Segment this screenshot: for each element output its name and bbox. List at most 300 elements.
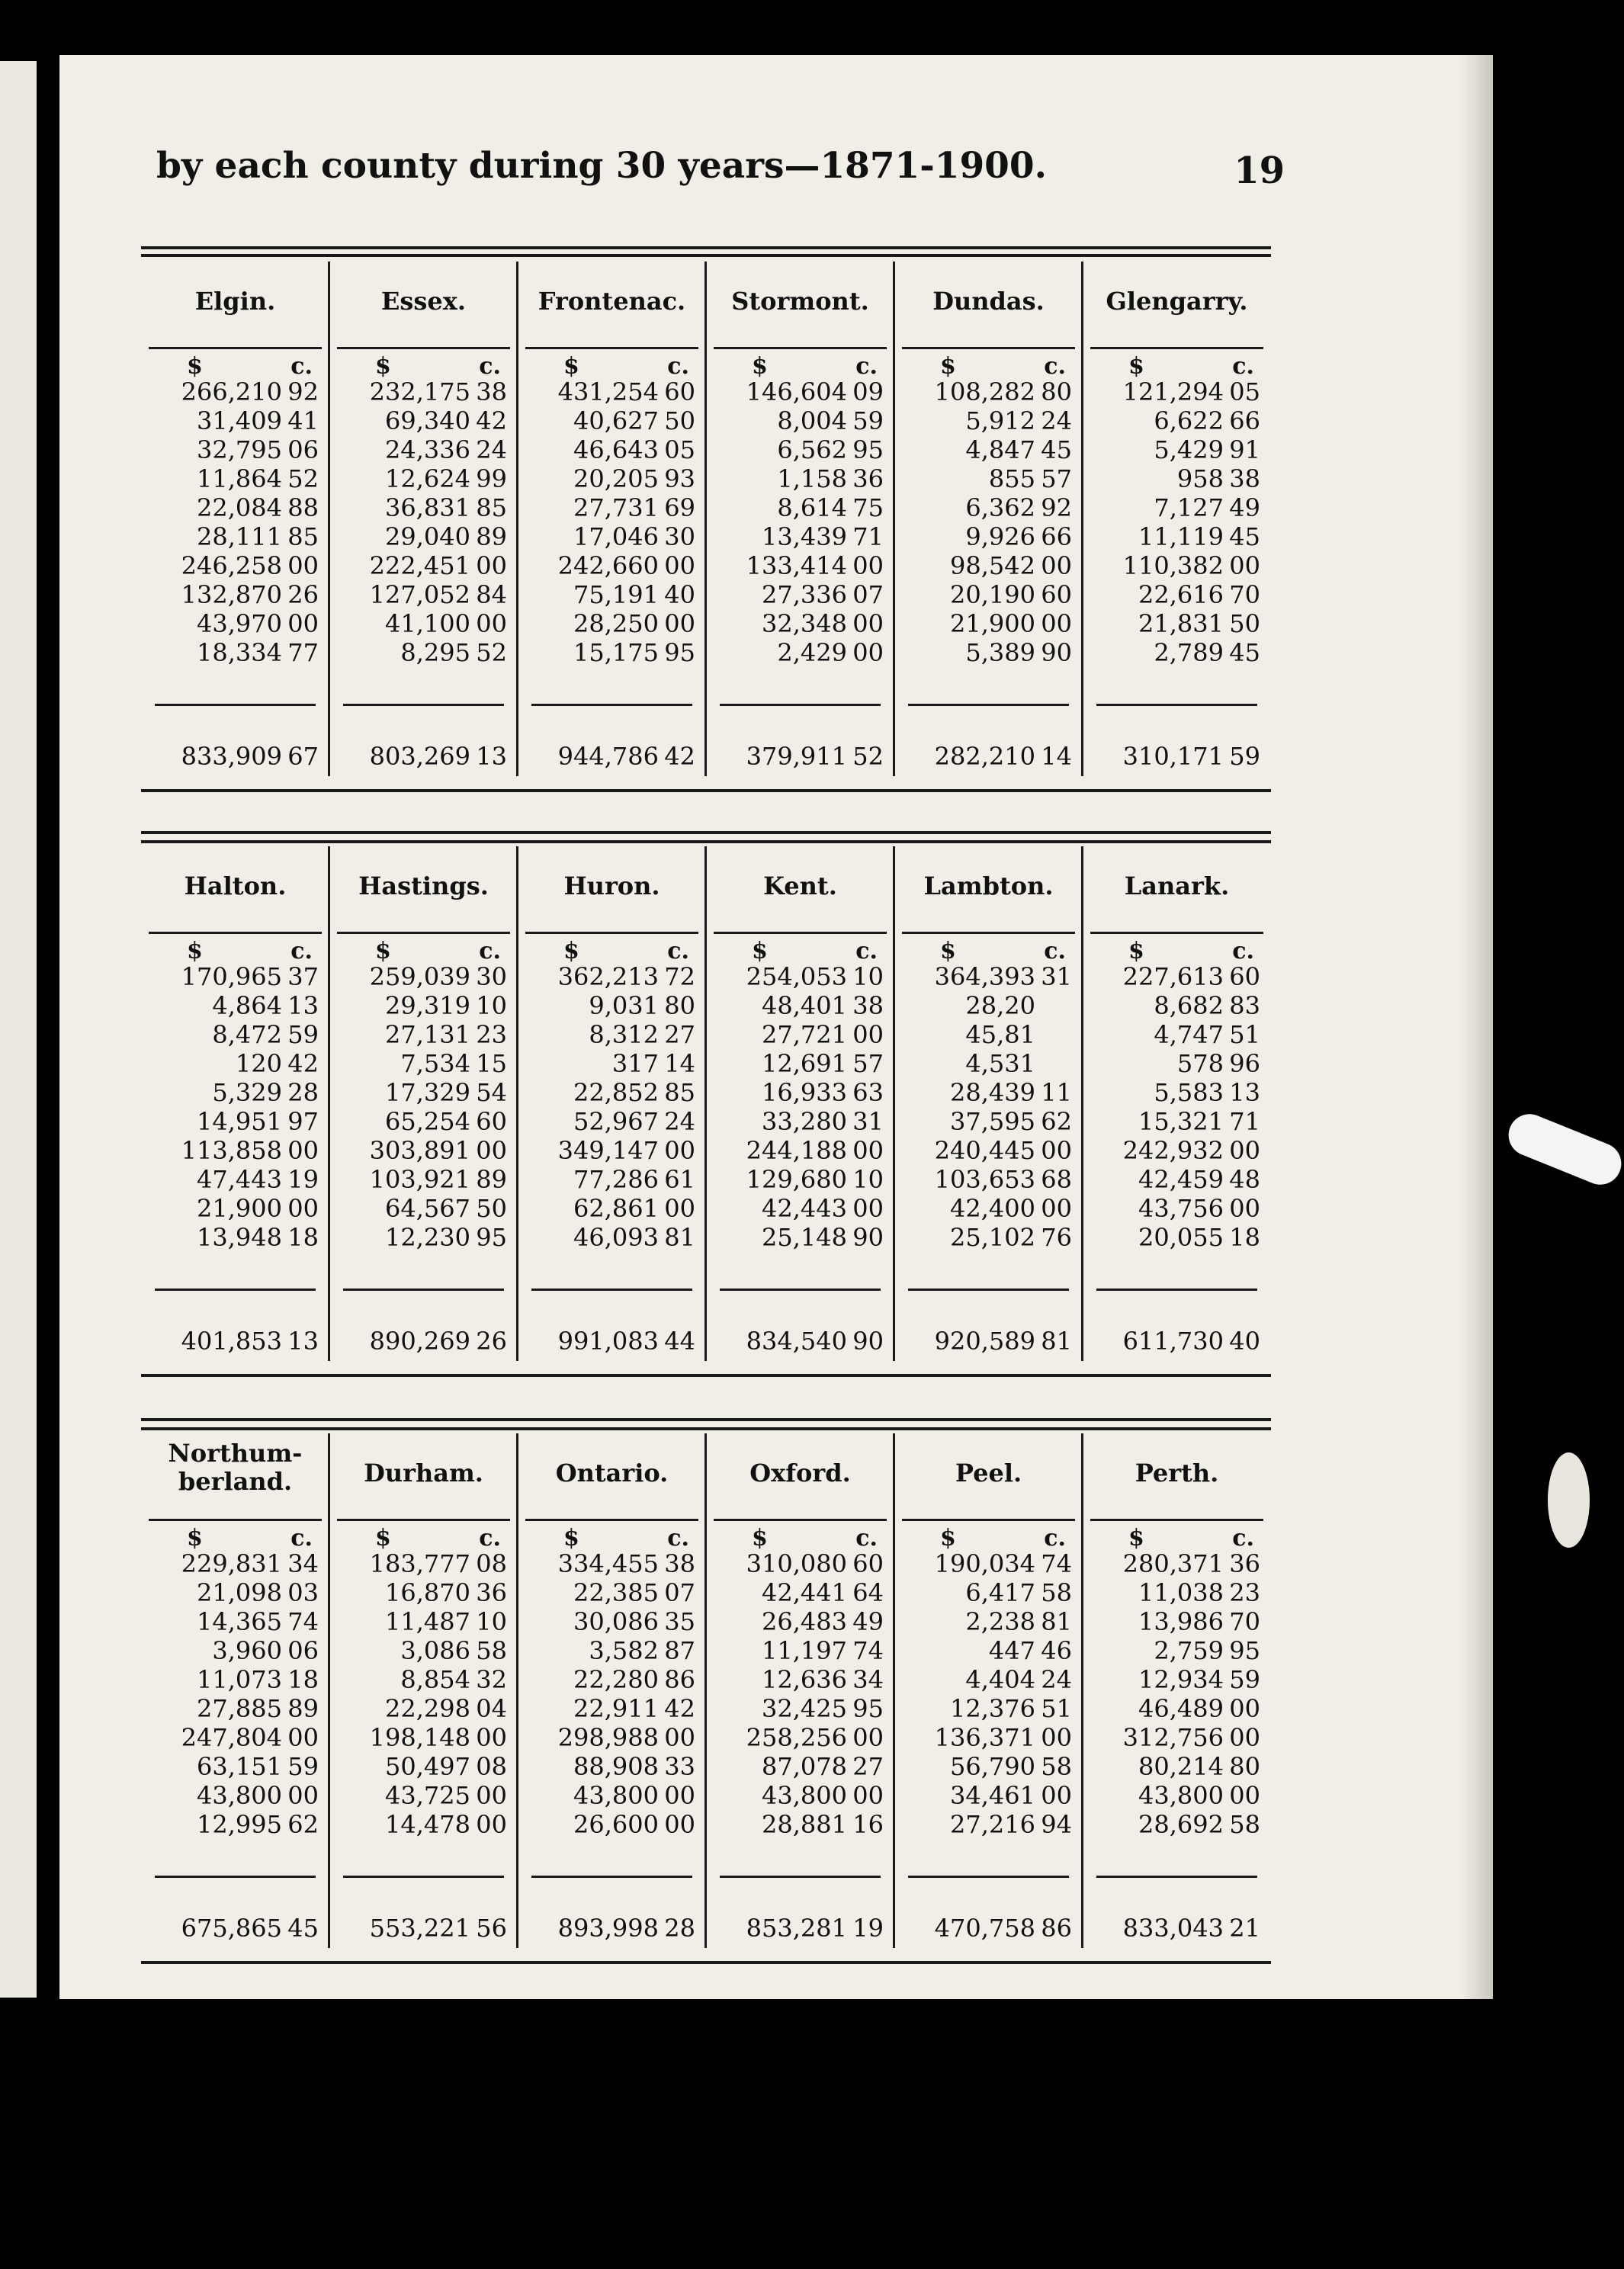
cents-amount: 38 [852, 991, 884, 1020]
table-row [518, 1636, 706, 1665]
county-total [894, 1914, 1083, 1944]
table-row [141, 464, 329, 493]
cents-amount: 32 [476, 1665, 507, 1694]
table-row [1083, 962, 1271, 991]
cents-amount: 52 [287, 464, 319, 493]
dollar-label: $ [1128, 353, 1144, 380]
dollar-amount: 27,336 [762, 580, 847, 609]
cents-label: c. [855, 938, 878, 964]
table-row [706, 638, 894, 667]
cents-amount: 97 [287, 1107, 319, 1136]
cents-amount: 19 [287, 1165, 319, 1194]
dollar-amount: 17,329 [385, 1078, 470, 1107]
dollar-amount: 7,534 [400, 1049, 470, 1078]
dollar-amount: 132,870 [181, 580, 282, 609]
dollar-amount: 146,604 [746, 377, 847, 406]
cents-amount: 11 [1041, 1078, 1072, 1107]
table-row [518, 1549, 706, 1578]
dollar-amount: 227,613 [1122, 962, 1224, 991]
county-column [329, 1433, 518, 1982]
unit-header [706, 353, 894, 380]
cents-amount: 89 [476, 1165, 507, 1194]
dollar-amount: 2,429 [777, 638, 847, 667]
cents-amount: 54 [476, 1078, 507, 1107]
unit-header [706, 938, 894, 965]
county-name-rule [1090, 932, 1263, 934]
county-name-rule [902, 1519, 1075, 1521]
dollar-label: $ [1128, 938, 1144, 964]
dollar-amount: 280,371 [1122, 1549, 1224, 1578]
dollar-amount: 26,483 [762, 1607, 847, 1636]
cents-amount: 18 [287, 1223, 319, 1252]
county-column [706, 1433, 894, 1982]
dollar-amount: 43,800 [197, 1781, 282, 1810]
total-rule [908, 704, 1069, 706]
dollar-amount: 46,093 [573, 1223, 659, 1252]
cents-amount: 72 [664, 962, 695, 991]
county-name: Ontario. [555, 1459, 669, 1488]
table-row [329, 1194, 518, 1223]
cents-amount: 30 [664, 522, 695, 551]
county-name: Durham. [364, 1459, 483, 1488]
dollar-amount: 17,046 [573, 522, 659, 551]
table-row [329, 1752, 518, 1781]
cents-amount: 59 [852, 406, 884, 435]
dollar-amount: 12,230 [385, 1223, 470, 1252]
county-column [894, 1433, 1083, 1982]
cents-label: c. [667, 353, 689, 380]
table-row [329, 1165, 518, 1194]
table-row [894, 1549, 1083, 1578]
cents-amount: 80 [1041, 377, 1072, 406]
dollar-amount: 43,800 [762, 1781, 847, 1810]
amount-rows [706, 962, 894, 1252]
dollar-amount: 13,948 [197, 1223, 282, 1252]
county-name: Frontenac. [538, 287, 686, 316]
dollar-amount: 120 [235, 1049, 282, 1078]
dollar-amount: 12,376 [950, 1694, 1035, 1723]
dollar-amount: 2,789 [1154, 638, 1224, 667]
cents-amount: 63 [852, 1078, 884, 1107]
table-row [894, 991, 1083, 1020]
dollar-label: $ [375, 353, 391, 380]
table-row [706, 406, 894, 435]
table-row [329, 1107, 518, 1136]
cents-amount: 45 [1229, 638, 1260, 667]
table-row [894, 962, 1083, 991]
dollar-amount: 14,478 [385, 1810, 470, 1839]
dollar-amount: 20,190 [950, 580, 1035, 609]
dollar-amount: 28,692 [1138, 1810, 1224, 1839]
page-number: 19 [1234, 149, 1285, 192]
table-row [329, 1049, 518, 1078]
cents-amount: 66 [1229, 406, 1260, 435]
cents-label: c. [855, 1525, 878, 1552]
dollar-amount: 43,756 [1138, 1194, 1224, 1223]
cents-amount: 00 [476, 1810, 507, 1839]
county-column [141, 262, 329, 810]
total-cents-amount: 14 [1041, 742, 1072, 771]
table-row [518, 1165, 706, 1194]
dollar-amount: 6,622 [1154, 406, 1224, 435]
dollar-amount: 4,864 [212, 991, 282, 1020]
dollar-amount: 247,804 [181, 1723, 282, 1752]
table-row [518, 962, 706, 991]
table-row [329, 377, 518, 406]
table-row [141, 522, 329, 551]
cents-amount: 62 [287, 1810, 319, 1839]
dollar-amount: 69,340 [385, 406, 470, 435]
dollar-amount: 32,425 [762, 1694, 847, 1723]
county-name-rule [337, 347, 510, 349]
unit-header [894, 353, 1083, 380]
dollar-amount: 16,933 [762, 1078, 847, 1107]
table-row [894, 609, 1083, 638]
table-row [141, 1578, 329, 1607]
table-row [329, 435, 518, 464]
dollar-amount: 183,777 [369, 1549, 470, 1578]
cents-amount: 18 [287, 1665, 319, 1694]
table-row [1083, 1752, 1271, 1781]
unit-header [329, 353, 518, 380]
dollar-amount: 18,334 [197, 638, 282, 667]
county-name-rule [525, 932, 698, 934]
total-rule [720, 1289, 881, 1291]
cents-amount: 70 [1229, 1607, 1260, 1636]
county-total [518, 1327, 706, 1357]
unit-header [894, 938, 1083, 965]
dollar-amount: 27,885 [197, 1694, 282, 1723]
cents-label: c. [1044, 938, 1066, 964]
cents-label: c. [479, 1525, 501, 1552]
table-row [1083, 435, 1271, 464]
cents-amount: 95 [852, 1694, 884, 1723]
county-column [329, 262, 518, 810]
county-column [706, 846, 894, 1395]
table-row [141, 493, 329, 522]
cents-label: c. [667, 1525, 689, 1552]
table-row [329, 1636, 518, 1665]
table-row [329, 551, 518, 580]
table-row [329, 638, 518, 667]
amount-rows [1083, 377, 1271, 667]
cents-amount: 42 [476, 406, 507, 435]
county-name-rule [714, 932, 887, 934]
dollar-amount: 103,653 [934, 1165, 1035, 1194]
table-row [894, 1194, 1083, 1223]
table-row [518, 638, 706, 667]
table-row [518, 1136, 706, 1165]
table-row [894, 638, 1083, 667]
table-row [329, 464, 518, 493]
cents-amount: 00 [1229, 551, 1260, 580]
dollar-amount: 266,210 [181, 377, 282, 406]
cents-amount: 33 [664, 1752, 695, 1781]
dollar-amount: 8,472 [212, 1020, 282, 1049]
table-row [329, 1665, 518, 1694]
dollar-amount: 42,459 [1138, 1165, 1224, 1194]
table-row [518, 1578, 706, 1607]
table-row [706, 1607, 894, 1636]
cents-amount: 05 [664, 435, 695, 464]
dollar-amount: 32,348 [762, 609, 847, 638]
cents-amount: 46 [1041, 1636, 1072, 1665]
total-cents-amount: 40 [1229, 1327, 1260, 1356]
table-row [706, 1223, 894, 1252]
cents-amount: 07 [852, 580, 884, 609]
dollar-amount: 9,031 [589, 991, 659, 1020]
cents-amount: 58 [1041, 1578, 1072, 1607]
dollar-amount: 16,870 [385, 1578, 470, 1607]
dollar-amount: 22,616 [1138, 580, 1224, 609]
county-name: Kent. [763, 871, 837, 900]
table-row [1083, 522, 1271, 551]
dollar-amount: 13,439 [762, 522, 847, 551]
total-cents-amount: 52 [852, 742, 884, 771]
cents-amount: 36 [476, 1578, 507, 1607]
county-total [329, 1914, 518, 1944]
dollar-amount: 3,960 [212, 1636, 282, 1665]
total-dollar-amount: 833,043 [1122, 1914, 1224, 1943]
county-name: Stormont. [731, 287, 869, 316]
column-divider [704, 846, 707, 1361]
scan-glare [1502, 1108, 1624, 1191]
dollar-amount: 244,188 [746, 1136, 847, 1165]
dollar-amount: 24,336 [385, 435, 470, 464]
cents-label: c. [1232, 938, 1254, 964]
cents-amount: 00 [287, 1781, 319, 1810]
county-total [518, 742, 706, 772]
table-row [329, 1694, 518, 1723]
dollar-amount: 40,627 [573, 406, 659, 435]
total-dollar-amount: 893,998 [557, 1914, 659, 1943]
table-row [1083, 464, 1271, 493]
table-row [706, 1078, 894, 1107]
total-dollar-amount: 890,269 [369, 1327, 470, 1356]
cents-amount: 00 [1041, 1781, 1072, 1810]
block-rule-top [141, 1418, 1271, 1421]
dollar-amount: 77,286 [573, 1165, 659, 1194]
column-divider [516, 846, 518, 1361]
dollar-amount: 42,400 [950, 1194, 1035, 1223]
cents-amount: 00 [664, 551, 695, 580]
county-name-rule [337, 932, 510, 934]
cents-label: c. [1044, 353, 1066, 380]
total-dollar-amount: 379,911 [746, 742, 847, 771]
table-row [894, 1607, 1083, 1636]
total-dollar-amount: 833,909 [181, 742, 282, 771]
table-row [1083, 1578, 1271, 1607]
total-cents-amount: 42 [664, 742, 695, 771]
table-row [141, 991, 329, 1020]
table-row [1083, 1223, 1271, 1252]
dollar-amount: 28,20 [965, 991, 1035, 1020]
cents-amount: 10 [852, 1165, 884, 1194]
total-rule [531, 704, 692, 706]
total-cents-amount: 45 [287, 1914, 319, 1943]
table-row [518, 464, 706, 493]
cents-amount: 59 [287, 1020, 319, 1049]
cents-amount: 08 [476, 1752, 507, 1781]
table-row [518, 1752, 706, 1781]
dollar-amount: 364,393 [934, 962, 1035, 991]
dollar-amount: 4,847 [965, 435, 1035, 464]
cents-amount: 00 [1041, 551, 1072, 580]
cents-amount: 58 [476, 1636, 507, 1665]
table-row [141, 1136, 329, 1165]
total-dollar-amount: 803,269 [369, 742, 470, 771]
column-divider [1081, 1433, 1083, 1948]
dollar-amount: 29,040 [385, 522, 470, 551]
total-cents-amount: 28 [664, 1914, 695, 1943]
dollar-amount: 27,721 [762, 1020, 847, 1049]
table-row [518, 1781, 706, 1810]
cents-amount: 42 [287, 1049, 319, 1078]
cents-amount: 31 [852, 1107, 884, 1136]
table-row [894, 1578, 1083, 1607]
total-dollar-amount: 470,758 [934, 1914, 1035, 1943]
total-rule [1096, 1289, 1257, 1291]
total-rule [531, 1289, 692, 1291]
cents-amount: 68 [1041, 1165, 1072, 1194]
cents-amount: 85 [287, 522, 319, 551]
county-column [141, 846, 329, 1395]
table-row [518, 1810, 706, 1839]
dollar-amount: 258,256 [746, 1723, 847, 1752]
dollar-amount: 43,725 [385, 1781, 470, 1810]
table-row [141, 638, 329, 667]
table-row [141, 1607, 329, 1636]
county-total [329, 742, 518, 772]
table-row [706, 1694, 894, 1723]
dollar-amount: 232,175 [369, 377, 470, 406]
dollar-label: $ [1128, 1525, 1144, 1552]
cents-amount: 95 [664, 638, 695, 667]
table-row [141, 1694, 329, 1723]
cents-amount: 05 [1229, 377, 1260, 406]
county-column [329, 846, 518, 1395]
dollar-amount: 5,329 [212, 1078, 282, 1107]
amount-rows [141, 377, 329, 667]
table-row [706, 1781, 894, 1810]
cents-amount: 59 [1229, 1665, 1260, 1694]
cents-amount: 89 [287, 1694, 319, 1723]
table-row [141, 609, 329, 638]
dollar-amount: 133,414 [746, 551, 847, 580]
cents-amount: 23 [476, 1020, 507, 1049]
dollar-amount: 222,451 [369, 551, 470, 580]
dollar-amount: 21,831 [1138, 609, 1224, 638]
cents-amount: 27 [664, 1020, 695, 1049]
dollar-amount: 1,158 [777, 464, 847, 493]
cents-amount: 04 [476, 1694, 507, 1723]
dollar-amount: 6,362 [965, 493, 1035, 522]
dollar-amount: 75,191 [573, 580, 659, 609]
table-row [894, 1723, 1083, 1752]
table-row [329, 1223, 518, 1252]
dollar-amount: 80,214 [1138, 1752, 1224, 1781]
table-row [894, 1810, 1083, 1839]
cents-amount: 71 [1229, 1107, 1260, 1136]
cents-amount: 23 [1229, 1578, 1260, 1607]
county-column [141, 1433, 329, 1982]
cents-amount: 83 [1229, 991, 1260, 1020]
county-column [518, 262, 706, 810]
dollar-amount: 43,800 [573, 1781, 659, 1810]
cents-amount: 00 [287, 551, 319, 580]
cents-amount: 06 [287, 1636, 319, 1665]
county-name-rule [149, 1519, 322, 1521]
cents-amount: 92 [1041, 493, 1072, 522]
table-row [706, 464, 894, 493]
total-rule [908, 1289, 1069, 1291]
table-row [518, 493, 706, 522]
county-name-rule [149, 347, 322, 349]
cents-amount: 18 [1229, 1223, 1260, 1252]
total-cents-amount: 81 [1041, 1327, 1072, 1356]
cents-amount: 00 [664, 609, 695, 638]
table-row [706, 1665, 894, 1694]
table-row [518, 551, 706, 580]
county-total [329, 1327, 518, 1357]
table-row [1083, 1020, 1271, 1049]
county-column [518, 846, 706, 1395]
dollar-amount: 4,531 [965, 1049, 1035, 1078]
cents-amount: 14 [664, 1049, 695, 1078]
cents-amount: 41 [287, 406, 319, 435]
total-dollar-amount: 991,083 [557, 1327, 659, 1356]
table-row [706, 1136, 894, 1165]
cents-amount: 60 [852, 1549, 884, 1578]
block-rule-top [141, 831, 1271, 834]
dollar-amount: 11,073 [197, 1665, 282, 1694]
table-row [706, 962, 894, 991]
dollar-amount: 22,852 [573, 1078, 659, 1107]
cents-amount: 24 [1041, 406, 1072, 435]
total-cents-amount: 59 [1229, 742, 1260, 771]
cents-amount: 31 [1041, 962, 1072, 991]
county-name-rule [1090, 347, 1263, 349]
cents-amount: 90 [852, 1223, 884, 1252]
dollar-label: $ [563, 938, 579, 964]
dollar-label: $ [375, 938, 391, 964]
column-divider [328, 262, 330, 776]
unit-header [141, 353, 329, 380]
cents-amount: 50 [1229, 609, 1260, 638]
dollar-amount: 7,127 [1154, 493, 1224, 522]
column-divider [704, 262, 707, 776]
dollar-amount: 240,445 [934, 1136, 1035, 1165]
dollar-amount: 42,443 [762, 1194, 847, 1223]
county-name-rule [714, 347, 887, 349]
cents-amount: 00 [852, 638, 884, 667]
total-cents-amount: 67 [287, 742, 319, 771]
dollar-amount: 8,004 [777, 406, 847, 435]
cents-amount: 95 [476, 1223, 507, 1252]
cents-amount: 49 [1229, 493, 1260, 522]
dollar-amount: 229,831 [181, 1549, 282, 1578]
unit-header [141, 938, 329, 965]
dollar-amount: 20,055 [1138, 1223, 1224, 1252]
header-rule-bottom [141, 254, 1271, 257]
dollar-amount: 6,562 [777, 435, 847, 464]
table-row [894, 522, 1083, 551]
table-row [894, 580, 1083, 609]
dollar-amount: 5,389 [965, 638, 1035, 667]
dollar-amount: 11,487 [385, 1607, 470, 1636]
dollar-amount: 43,800 [1138, 1781, 1224, 1810]
cents-amount: 71 [852, 522, 884, 551]
